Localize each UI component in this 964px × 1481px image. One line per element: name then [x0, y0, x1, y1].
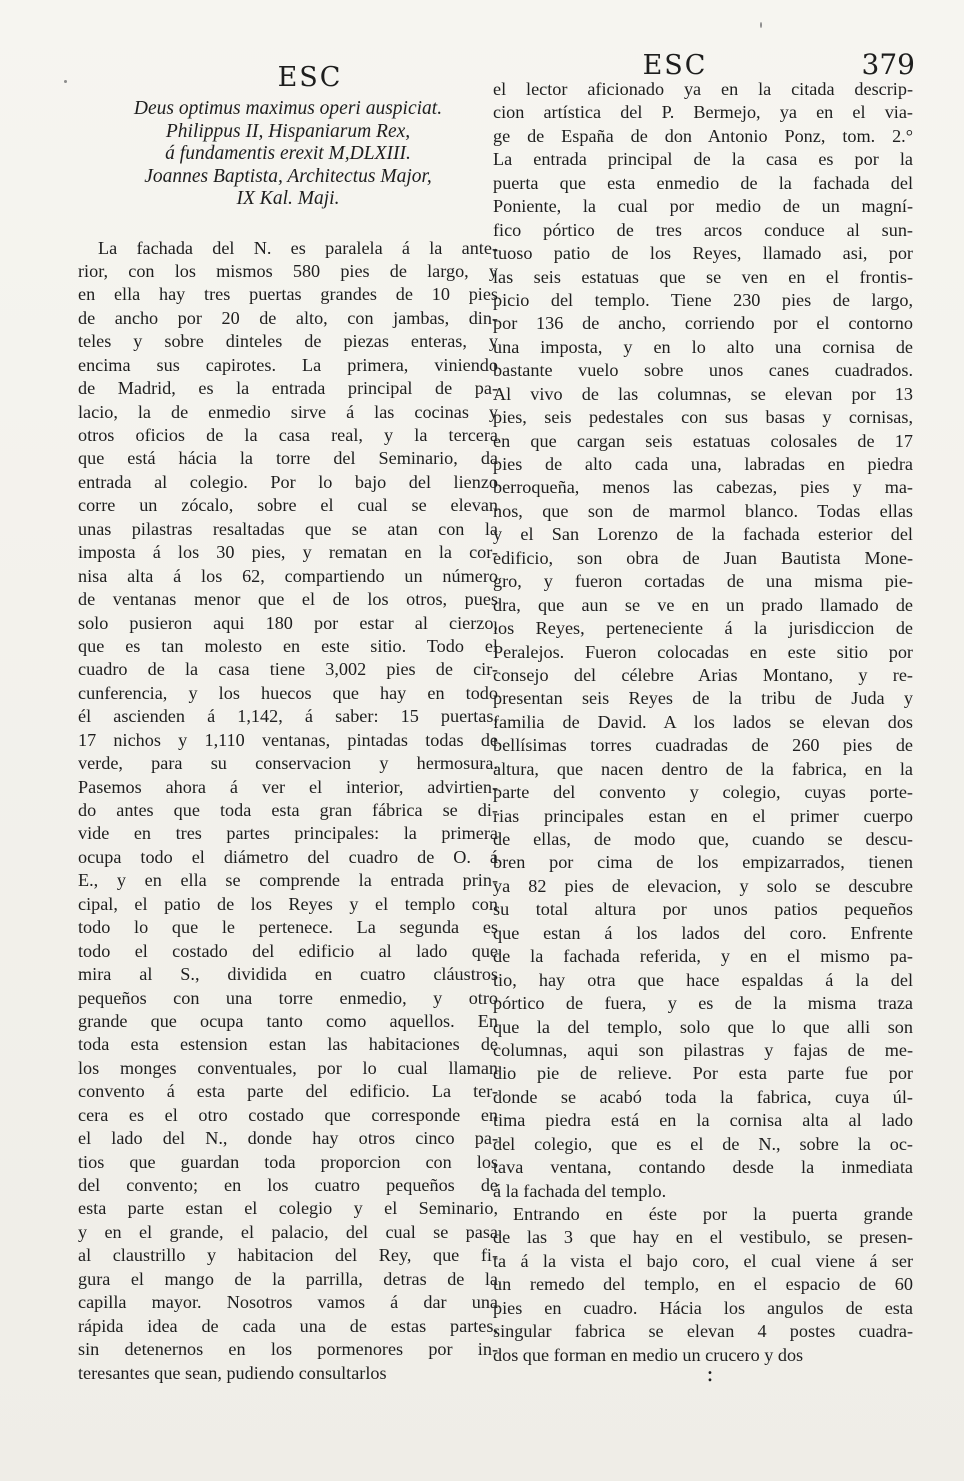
text-line: que está hácia la torre del Seminario, da [78, 448, 498, 469]
text-line: otros oficios de la casa real, y la tercera [78, 425, 498, 445]
text-line: esta parte estan el colegio y el Seminario, [78, 1198, 498, 1219]
text-line: de la fachada referida, y en el mismo pa- [493, 946, 913, 967]
text-line: cion artística del P. Bermejo, ya en el via- [493, 102, 913, 123]
text-line: edificio, son obra de Juan Bautista Mone- [493, 547, 913, 568]
text-line: La fachada del N. es paralela á la ante- [98, 237, 498, 258]
text-line: ge de España de don Antonio Ponz, tom. 2.° [493, 125, 913, 146]
left-running-head: ESC [277, 62, 343, 93]
left-column [78, 98, 498, 1385]
text-line: de ventanas menor que el de los otros, pues [78, 589, 498, 610]
text-line: tios que guardan toda proporcion con los [78, 1151, 498, 1172]
text-line: teresantes que sean, pudiendo consultarlos [78, 1362, 387, 1383]
text-line: tava ventana, contando desde la inmediata [493, 1157, 913, 1178]
text-line: grande que ocupa tanto como aquellos. En [78, 1010, 498, 1031]
text-line: parte del convento y colegio, cuyas porte- [493, 782, 913, 803]
text-line: imposta á los 30 pies, y rematan en la cor- [78, 542, 498, 563]
paper-speck [64, 80, 67, 83]
right-body-text [493, 78, 913, 1367]
text-line: encima sus capirotes. La primera, viniendo [78, 354, 498, 375]
text-line: dra, que aun se ve en un prado llamado de [493, 594, 913, 615]
text-line: gro, y fueron cortadas de una misma pie- [493, 571, 913, 592]
text-line: ocupa todo el diámetro del cuadro de O. á [78, 846, 498, 867]
text-line: cuadro de la casa tiene 3,002 pies de cir- [78, 659, 498, 680]
text-line: bastante vuelo sobre unos canes cuadrados. [493, 360, 913, 381]
text-line: todo lo que le pertenece. La segunda es [78, 917, 498, 938]
text-line: verde, para su conservacion y hermosura. [78, 753, 498, 774]
text-line: corre un zócalo, sobre el cual se elevan [78, 495, 498, 516]
inscription-line: Deus optimus maximus operi auspiciat. [133, 98, 443, 119]
text-line: al claustrillo y habitacion del Rey, que fi- [78, 1245, 498, 1266]
text-line: ta á la vista el bajo coro, el cual viene á ser [493, 1250, 913, 1271]
text-line: presentan seis Reyes de la tribu de Juda y [493, 688, 913, 709]
latin-inscription [78, 98, 498, 211]
text-line: un remedo del templo, en el espacio de 60 [493, 1274, 913, 1295]
text-line: gura el mango de la parrilla, detras de la [78, 1268, 498, 1289]
text-line: cera es el otro costado que corresponde en [78, 1104, 498, 1125]
text-line: 17 nichos y 1,110 ventanas, pintadas todas de [78, 729, 498, 750]
text-line: mira al S., dividida en cuatro cláustros [78, 964, 498, 985]
text-line: Poniente, la cual por medio de un magní- [493, 196, 913, 217]
text-line: teles y sobre dinteles de piezas enteras, y [78, 331, 498, 352]
text-line: sin detenernos en los pormenores por in- [78, 1339, 498, 1360]
text-line: convento á esta parte del edificio. La ter- [78, 1081, 498, 1102]
signature-mark: : [706, 1362, 714, 1387]
text-line: de las 3 que hay en el vestibulo, se presen- [493, 1227, 913, 1248]
text-line: Peralejos. Fueron colocadas en este sitio por [493, 641, 913, 662]
text-line: dos que forman en medio un crucero y dos [493, 1344, 804, 1365]
inscription-line: Joannes Baptista, Architectus Major, [144, 165, 432, 187]
text-line: pies de alto cada una, labradas en piedra [493, 454, 913, 474]
right-column [493, 78, 913, 1367]
text-line: los monges conventuales, por lo cual llaman [78, 1057, 498, 1078]
text-line: que la del templo, solo que lo que alli son [493, 1016, 913, 1037]
text-line: unas pilastras resaltadas que se atan con la [78, 518, 498, 539]
text-line: columnas, aqui son pilastras y fajas de me- [493, 1039, 913, 1060]
text-line: dio pie de relieve. Por esta parte fue por [493, 1063, 913, 1084]
text-line: Pasemos ahora á ver el interior, advirtien- [78, 776, 498, 797]
text-line: ya 82 pies de elevacion, y solo se descubre [493, 875, 913, 896]
text-line: los Reyes, perteneciente á la jurisdiccion de [493, 618, 913, 639]
text-line: de ellas, de modo que, cuando se descu- [493, 829, 913, 849]
text-line: rias principales estan en el primer cuerpo [493, 805, 913, 826]
text-line: pórtico de fuera, y es de la misma traza [493, 993, 913, 1014]
text-line: cipal, el patio de los Reyes y el templo con [78, 893, 498, 914]
text-line: entrada al colegio. Por lo bajo del lienzo [78, 471, 498, 492]
text-line: cunferencia, y los huecos que hay en todo [78, 682, 498, 703]
text-line: vide en tres partes principales: la primera [78, 823, 498, 844]
text-line: de ancho por 20 de alto, con jambas, din- [78, 307, 498, 328]
text-line: su total altura por unos patios pequeños [493, 899, 913, 920]
text-line: á la fachada del templo. [493, 1180, 667, 1201]
text-line: tima piedra está en la cornisa alta al lado [493, 1110, 913, 1131]
text-line: Entrando en éste por la puerta grande [513, 1204, 913, 1224]
inscription-line: á fundamentis erexit M,DLXIII. [165, 143, 411, 164]
text-line: tuoso patio de los Reyes, llamado asi, por [493, 243, 913, 264]
text-line: por 136 de ancho, corriendo por el contorno [493, 313, 913, 334]
text-line: que es tan molesto en este sitio. Todo el [78, 635, 498, 656]
text-line: en ella hay tres puertas grandes de 10 pies [78, 284, 498, 305]
text-line: pies, seis pedestales con sus basas y cornisas, [493, 407, 913, 428]
right-running-head: ESC [642, 50, 708, 81]
text-line: y en el grande, el palacio, del cual se pasa [78, 1221, 498, 1242]
text-line: do antes que toda esta gran fábrica se di- [78, 800, 498, 820]
text-line: todo el costado del edificio al lado que [78, 940, 498, 961]
text-line: picio del templo. Tiene 230 pies de largo, [493, 289, 913, 310]
text-line: una imposta, y en lo alto una cornisa de [493, 336, 913, 357]
text-line: de Madrid, es la entrada principal de pa- [78, 378, 498, 399]
text-line: altura, que nacen dentro de la fabrica, en la [493, 758, 913, 779]
text-line: rápida idea de cada una de estas partes, [78, 1315, 498, 1336]
text-line: puerta que esta enmedio de la fachada del [493, 172, 913, 193]
text-line: bellísimas torres cuadradas de 260 pies de [493, 735, 913, 756]
text-line: que estan á los lados del coro. Enfrente [493, 922, 913, 943]
text-line: del colegio, que es el de N., sobre la oc- [493, 1133, 913, 1154]
text-line: La entrada principal de la casa es por la [493, 149, 913, 170]
text-line: él ascienden á 1,142, á saber: 15 puertas, [78, 706, 498, 727]
paper-speck [760, 22, 762, 28]
text-line: fico pórtico de tres arcos conduce al sun- [493, 219, 913, 240]
text-line: donde se acabó toda la fabrica, cuya úl- [493, 1086, 913, 1107]
text-line: E., y en ella se comprende la entrada prin- [78, 870, 498, 891]
text-line: bren por cima de los empizarrados, tienen [493, 852, 913, 873]
text-line: toda esta estension estan las habitaciones de [78, 1034, 498, 1055]
text-line: lacio, la de enmedio sirve á las cocinas y [78, 401, 498, 422]
page-number: 379 [861, 48, 915, 81]
text-line: singular fabrica se elevan 4 postes cuadra- [493, 1321, 913, 1342]
text-line: el lector aficionado ya en la citada descrip- [493, 79, 913, 99]
text-line: capilla mayor. Nosotros vamos á dar una [78, 1292, 498, 1313]
text-line: y el San Lorenzo de la fachada esterior del [493, 524, 913, 545]
text-line: nisa alta á los 62, compartiendo un número [78, 565, 498, 586]
text-line: consejo del célebre Arias Montano, y re- [493, 664, 913, 685]
text-line: berroqueña, menos las cabezas, pies y ma- [493, 477, 913, 498]
text-line: tio, hay otra que hace espaldas á la del [493, 969, 913, 990]
text-line: solo pusieron aqui 180 por estar al cierzo, [78, 612, 498, 633]
text-line: del convento; en los cuatro pequeños de [78, 1175, 498, 1195]
text-line: en que cargan seis estatuas colosales de 17 [493, 430, 913, 451]
text-line: las seis estatuas que se ven en el frontis- [493, 266, 913, 287]
text-line: pequeños con una torre enmedio, y otro [78, 987, 498, 1008]
text-line: pies en cuadro. Hácia los angulos de esta [493, 1297, 913, 1318]
text-line: nos, que son de marmol blanco. Todas ellas [493, 500, 913, 521]
text-line: familia de David. A los lados se elevan dos [493, 711, 913, 732]
inscription-line: Philippus II, Hispaniarum Rex, [165, 120, 411, 142]
text-line: el lado del N., donde hay otros cinco pa- [78, 1128, 498, 1149]
text-line: Al vivo de las columnas, se elevan por 13 [493, 383, 913, 404]
left-body-text [78, 237, 498, 1385]
inscription-line: IX Kal. Maji. [236, 188, 340, 209]
text-line: rior, con los mismos 580 pies de largo, y [78, 260, 498, 281]
